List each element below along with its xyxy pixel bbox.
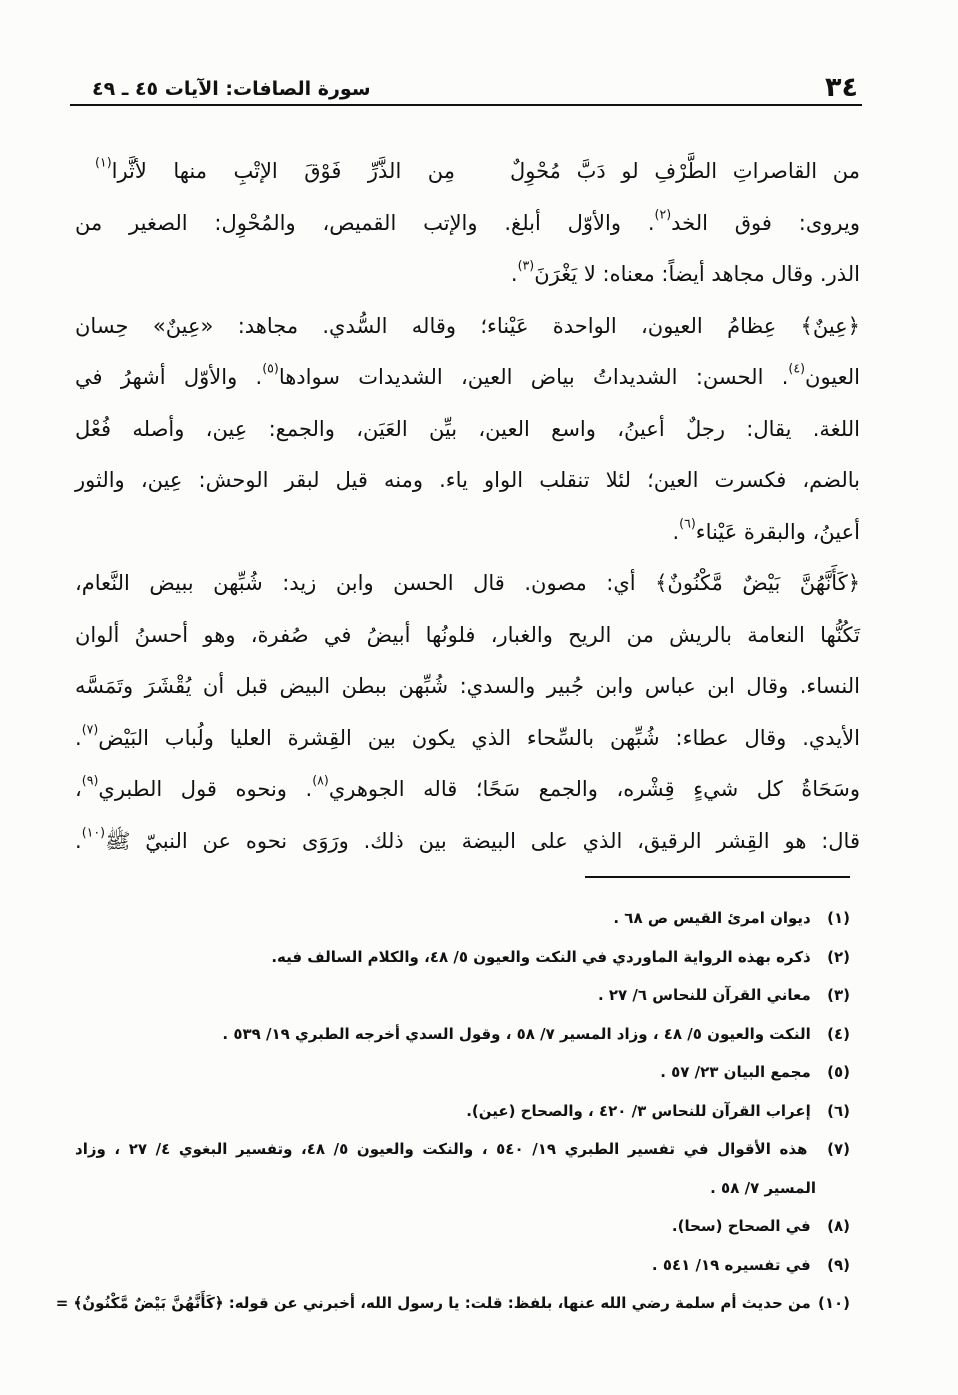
footnote-text: هذه الأقوال في تفسير الطبري ١٩/ ٥٤٠ ، والنكت والعيون ٥/ ٤٨، وتفسير البغوي ٤/ ٢٧ ، وزاد — [75, 1140, 808, 1158]
footnote-text: ديوان امرئ القيس ص ٦٨ . — [613, 909, 811, 927]
footnote-ref: (١) — [95, 154, 112, 170]
footnote — [75, 1092, 850, 1131]
footnote-text: مجمع البيان ٢٣/ ٥٧ . — [660, 1063, 811, 1081]
header-rule — [70, 104, 862, 106]
body-line: وسَحَاةُ كل شيءٍ قِشْره، والجمع سَحًا؛ قاله الجوهري$^{(٨)}$. ونحوه قول الطبري$^{(٩)}$، — [75, 772, 860, 801]
footnote — [75, 1053, 850, 1092]
poetry-verse — [75, 146, 860, 198]
footnote-number: (٩) — [827, 1255, 850, 1274]
footnote-number: (٤) — [827, 1024, 850, 1043]
footnote-number: (٦) — [827, 1101, 850, 1120]
page-number: ٣٤ — [825, 72, 858, 103]
footnote-number: (٨) — [827, 1217, 850, 1235]
footnote-text: في تفسيره ١٩/ ٥٤١ . — [651, 1255, 811, 1274]
footnote-ref: (٣) — [517, 257, 535, 273]
footnote-ref: (١٠) — [81, 824, 106, 840]
footnote-ref: (٢) — [654, 206, 672, 222]
footnote — [55, 1284, 850, 1323]
footnote — [75, 1207, 850, 1246]
body-line: الذر. وقال مجاهد أيضاً: معناه: لا يَغْرَنَ$^{(٣)}$. — [510, 257, 860, 286]
verse-first-hemistich: من القاصراتِ الطَّرْفِ لو دَبَّ مُحْوِلٌ — [510, 159, 860, 183]
footnote-text: في الصحاح (سحا). — [671, 1217, 811, 1235]
footnote-text: ذكره بهذه الرواية الماوردي في النكت والعيون ٥/ ٤٨، والكلام السالف فيه. — [271, 947, 811, 966]
footnote-ref: (٨) — [312, 772, 329, 788]
body-line: أعينُ، والبقرة عَيْناء$^{(٦)}$. — [672, 515, 860, 544]
footnote-ref: (٤) — [788, 360, 806, 376]
footnote-text: إعراب القرآن للنحاس ٣/ ٤٢٠ ، والصحاح (عين). — [466, 1101, 811, 1120]
footnote-text: المسير ٧/ ٥٨ . — [710, 1178, 816, 1197]
body-line: ويروى: فوق الخد$^{(٢)}$. والأوّل أبلغ. والإتب القميص، والمُحْوِل: الصغير من — [75, 206, 860, 235]
footnote-number: (٢) — [827, 947, 850, 966]
body-line: اللغة. يقال: رجلٌ أعينُ، واسع العين، بيِّن العَيَن، والجمع: عِين، وأصله فُعْل — [75, 416, 860, 441]
footnote-number: (٥) — [827, 1063, 850, 1081]
footnote — [75, 899, 850, 938]
footnote-number: (٣) — [827, 986, 850, 1004]
body-line: العيون$^{(٤)}$. الحسن: الشديداتُ بياض العين، الشديدات سوادها$^{(٥)}$. والأوّل أشهرُ في — [75, 360, 860, 389]
footnote — [75, 1246, 850, 1285]
footnote — [75, 1130, 850, 1169]
footnote — [75, 976, 850, 1015]
footnotes — [55, 899, 850, 1323]
body-line: قال: هو القِشر الرقيق، الذي على البيضة بين ذلك. ورَوَى نحوه عن النبيّ ﷺ$^{(١٠)}$. — [75, 824, 860, 853]
footnote-ref: (٩) — [81, 772, 99, 788]
footnote-number: (١٠) — [817, 1294, 850, 1312]
footnote — [75, 1015, 850, 1054]
running-header-title: سورة الصافات: الآيات ٤٥ ـ ٤٩ — [92, 78, 371, 100]
body-line: تَكُنُّها النعامة بالريش من الريح والغبار، فلونُها أبيضُ في صُفرة، وهو أحسنُ ألوان — [75, 622, 860, 647]
main-text — [75, 146, 860, 867]
body-line: ﴿عِينٌ﴾ عِظامُ العيون، الواحدة عَيْناء؛ وقاله السُّدي. مجاهد: «عِينٌ» حِسان — [75, 313, 860, 338]
body-line: ﴿كَأَنَّهُنَّ بَيْضٌ مَّكْنُونٌ﴾ أي: مصون. قال الحسن وابن زيد: شُبِّهن ببيض النَّعام، — [75, 571, 860, 595]
footnote-separator — [585, 876, 850, 878]
footnote-ref: (٦) — [679, 515, 696, 531]
verse-second-hemistich: مِن الذَّرِّ فَوْقَ الإتْبِ منها لأثَّرا$^{(١)}$ — [95, 154, 455, 183]
footnote-number: (٧) — [827, 1140, 850, 1158]
footnote — [75, 938, 850, 977]
body-line: بالضم، فكسرت العين؛ لئلا تنقلب الواو ياء. ومنه قيل لبقر الوحش: عِين، والثور — [75, 468, 860, 492]
footnote-ref: (٥) — [262, 360, 279, 376]
footnote-ref: (٧) — [81, 721, 99, 737]
body-line: النساء. وقال ابن عباس وابن جُبير والسدي: شُبِّهن ببطن البيض قبل أن يُقْشَرَ وتَمَسَّه — [75, 674, 860, 698]
footnote-text: معاني القرآن للنحاس ٦/ ٢٧ . — [597, 986, 811, 1004]
body-line: الأيدي. وقال عطاء: شُبِّهن بالسِّحاء الذي يكون بين القِشرة العليا ولُباب البَيْض$^{(٧)}$. — [75, 721, 860, 750]
footnote-text: من حديث أم سلمة رضي الله عنها، بلفظ: قلت: يا رسول الله، أخبرني عن قوله: ﴿كَأَنَّهُنَّ بَيْضٌ مَّكْنُونٌ﴾ = — [55, 1294, 811, 1312]
footnote-continuation — [75, 1169, 850, 1208]
footnote-text: النكت والعيون ٥/ ٤٨ ، وزاد المسير ٧/ ٥٨ ، وقول السدي أخرجه الطبري ١٩/ ٥٣٩ . — [222, 1024, 811, 1043]
footnote-number: (١) — [827, 909, 850, 927]
